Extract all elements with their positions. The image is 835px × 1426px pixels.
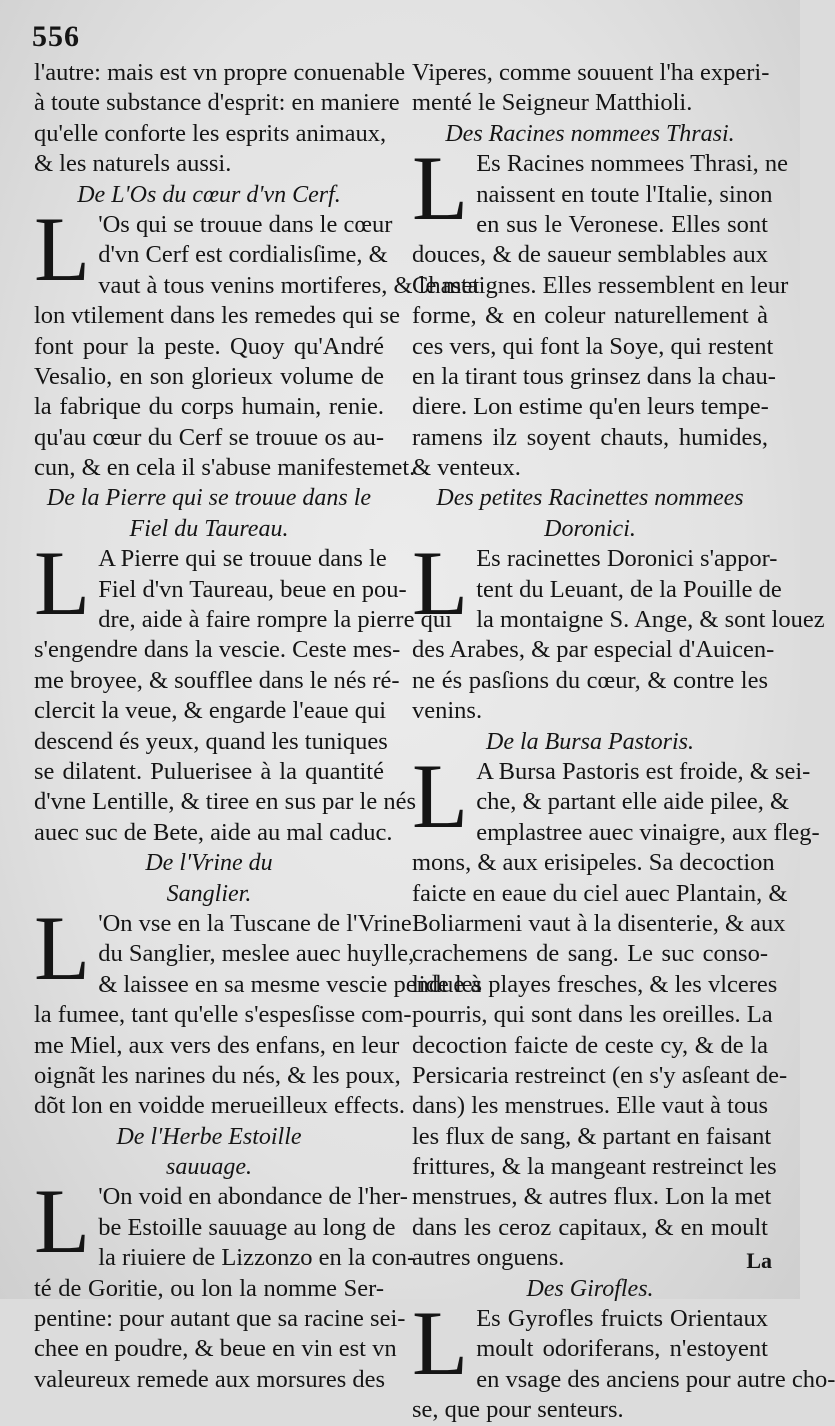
text-line: decoction faicte de ceste cy, & de la <box>412 1031 768 1059</box>
text-line: Vesalio, en son glorieux volume de <box>34 362 384 390</box>
text-line: la fumee, tant qu'elle s'espesſisse com- <box>34 1001 412 1029</box>
section-heading <box>34 180 384 210</box>
text-block <box>412 58 768 119</box>
text-line: 'Os qui se trouue dans le cœur <box>98 210 393 238</box>
drop-cap: L <box>412 1292 469 1395</box>
text-line: forme, & en coleur naturellement à <box>412 302 768 330</box>
text-line: des Arabes, & par especial d'Auicen- <box>412 636 775 664</box>
text-line: emplastree auec vinaigre, aux fleg- <box>476 818 820 846</box>
text-line: pentine: pour autant que sa racine sei- <box>34 1305 406 1333</box>
text-line: se dilatent. Puluerisee à la quantité <box>34 757 384 785</box>
text-line: dans les ceroz capitaux, & en moult <box>412 1213 768 1241</box>
text-line: venins. <box>412 697 483 725</box>
text-line: Fiel d'vn Taureau, beue en pou- <box>98 575 407 603</box>
text-line: vaut à tous venins mortiferes, & le met <box>98 271 480 299</box>
text-line: Es racinettes Doronici s'appor- <box>476 545 778 573</box>
text-line: frittures, & la mangeant restreinct les <box>412 1153 777 1181</box>
drop-cap: L <box>34 197 91 300</box>
text-line: en sus le Veronese. Elles sont <box>476 210 768 238</box>
text-line: les flux de sang, & partant en faisant <box>412 1122 772 1150</box>
drop-cap: L <box>34 532 91 635</box>
section-heading <box>412 119 768 149</box>
heading-line: Doronici. <box>544 515 636 542</box>
text-line: mons, & aux erisipeles. Sa decoction <box>412 849 775 877</box>
heading-line: Fiel du Taureau. <box>129 515 289 542</box>
text-line: té de Goritie, ou lon la nomme Ser- <box>34 1274 384 1302</box>
text-line: me Miel, aux vers des enfans, en leur <box>34 1031 400 1059</box>
paragraph <box>412 532 825 726</box>
text-line: crachemens de sang. Le suc conso- <box>412 940 768 968</box>
heading-line: Des Girofles. <box>526 1275 654 1302</box>
text-line: lide les playes fresches, & les vlceres <box>412 970 778 998</box>
paragraph <box>412 744 820 1274</box>
text-line: cun, & en cela il s'abuse manifestemet. <box>34 454 416 482</box>
text-line: oignãt les narines du nés, & les poux, <box>34 1061 401 1089</box>
page-number: 556 <box>32 20 80 53</box>
text-line: douces, & de saueur semblables aux <box>412 241 768 269</box>
text-line: Es Gyrofles fruicts Orientaux <box>476 1305 768 1333</box>
text-line: la montaigne S. Ange, & sont louez <box>476 606 825 634</box>
right-column <box>412 58 835 1426</box>
text-line: 'On vse en la Tuscane de l'Vrine <box>98 909 412 937</box>
text-line: d'vn Cerf est cordialisſime, & <box>98 241 388 269</box>
drop-cap: L <box>412 532 469 635</box>
heading-line: De l'Vrine du <box>145 850 273 877</box>
text-line: Es Racines nommees Thrasi, ne <box>476 150 789 178</box>
text-line: valeureux remede aux morsures des <box>34 1365 386 1393</box>
catchword: La <box>746 1248 772 1273</box>
paragraph <box>412 1292 835 1426</box>
text-line: moult odoriferans, n'estoyent <box>476 1335 768 1363</box>
text-line: che, & partant elle aide pilee, & <box>476 788 790 816</box>
text-line: dans) les menstrues. Elle vaut à tous <box>412 1092 768 1120</box>
heading-line: sauuage. <box>166 1154 252 1181</box>
paragraph <box>412 137 789 483</box>
text-line: ne és pasſions du cœur, & contre les <box>412 666 768 694</box>
text-line: la fabrique du corps humain, renie. <box>34 393 384 421</box>
text-line: dre, aide à faire rompre la pierre qui <box>98 606 452 634</box>
text-line: font pour la peste. Quoy qu'André <box>34 332 384 360</box>
text-line: auec suc de Bete, aide au mal caduc. <box>34 818 393 846</box>
text-line: menté le Seigneur Matthioli. <box>412 89 693 117</box>
text-line: A Bursa Pastoris est froide, & sei- <box>476 757 811 785</box>
text-line: ces vers, qui font la Soye, qui restent <box>412 332 774 360</box>
drop-cap: L <box>34 896 91 999</box>
text-line: pourris, qui sont dans les oreilles. La <box>412 1001 773 1029</box>
text-line: se, que pour senteurs. <box>412 1396 624 1424</box>
text-line: la riuiere de Lizzonzo en la con- <box>98 1244 416 1272</box>
text-block <box>34 58 406 180</box>
text-line: ramens ilz soyent chauts, humides, <box>412 423 768 451</box>
text-line: en vsage des anciens pour autre cho- <box>476 1365 835 1393</box>
text-line: me broyee, & soufflee dans le nés ré- <box>34 666 400 694</box>
text-line: descend és yeux, quand les tuniques <box>34 727 388 755</box>
text-line: Viperes, comme souuent l'ha experi- <box>412 59 770 86</box>
text-line: Boliarmeni vaut à la disenterie, & aux <box>412 909 786 937</box>
drop-cap: L <box>34 1170 91 1273</box>
text-line: s'engendre dans la vescie. Ceste mes- <box>34 636 401 664</box>
heading-line: Des Racines nommees Thrasi. <box>445 120 735 147</box>
text-line: menstrues, & autres flux. Lon la met <box>412 1183 772 1211</box>
heading-line: De la Bursa Pastoris. <box>485 728 694 755</box>
heading-line: Sanglier. <box>166 880 252 907</box>
paragraph <box>34 896 482 1122</box>
text-line: l'autre: mais est vn propre conuenable <box>34 59 406 86</box>
text-line: & laissee en sa mesme vescie pendue à <box>98 970 482 998</box>
text-line: naissent en toute l'Italie, sinon <box>476 180 773 208</box>
heading-line: Des petites Racinettes nommees <box>436 485 744 512</box>
text-line: 'On void en abondance de l'her- <box>98 1183 408 1211</box>
text-line: be Estoille sauuage au long de <box>98 1213 396 1241</box>
text-line: à toute substance d'esprit: en maniere <box>34 89 400 117</box>
text-line: d'vne Lentille, & tiree en sus par le nés <box>34 788 416 816</box>
text-line: Persicaria restreinct (en s'y asſeant de- <box>412 1061 788 1089</box>
drop-cap: L <box>412 137 469 240</box>
text-line: chee en poudre, & beue en vin est vn <box>34 1335 397 1363</box>
text-line: lon vtilement dans les remedes qui se <box>34 302 401 330</box>
text-line: & les naturels aussi. <box>34 150 232 178</box>
drop-cap: L <box>412 744 469 847</box>
text-line: Chastaignes. Elles ressemblent en leur <box>412 271 789 299</box>
text-line: & venteux. <box>412 454 521 482</box>
text-line: diere. Lon estime qu'en leurs tempe- <box>412 393 769 421</box>
text-line: clercit la veue, & engarde l'eaue qui <box>34 697 386 725</box>
text-line: en la tirant tous grinsez dans la chau- <box>412 362 776 390</box>
text-line: qu'au cœur du Cerf se trouue os au- <box>34 423 384 451</box>
text-line: du Sanglier, meslee auec huylle, <box>98 940 415 968</box>
text-line: autres onguens. <box>412 1244 565 1272</box>
text-line: qu'elle conforte les esprits animaux, <box>34 119 387 147</box>
heading-line: De l'Herbe Estoille <box>116 1123 302 1150</box>
text-line: dõt lon en voidde merueilleux effects. <box>34 1092 406 1120</box>
text-line: faicte en eaue du ciel auec Plantain, & <box>412 879 788 907</box>
heading-line: De L'Os du cœur d'vn Cerf. <box>77 181 341 208</box>
heading-line: De la Pierre qui se trouue dans le <box>46 485 372 512</box>
text-line: tent du Leuant, de la Pouille de <box>476 575 782 603</box>
paragraph <box>34 1170 416 1395</box>
text-line: A Pierre qui se trouue dans le <box>98 545 387 573</box>
